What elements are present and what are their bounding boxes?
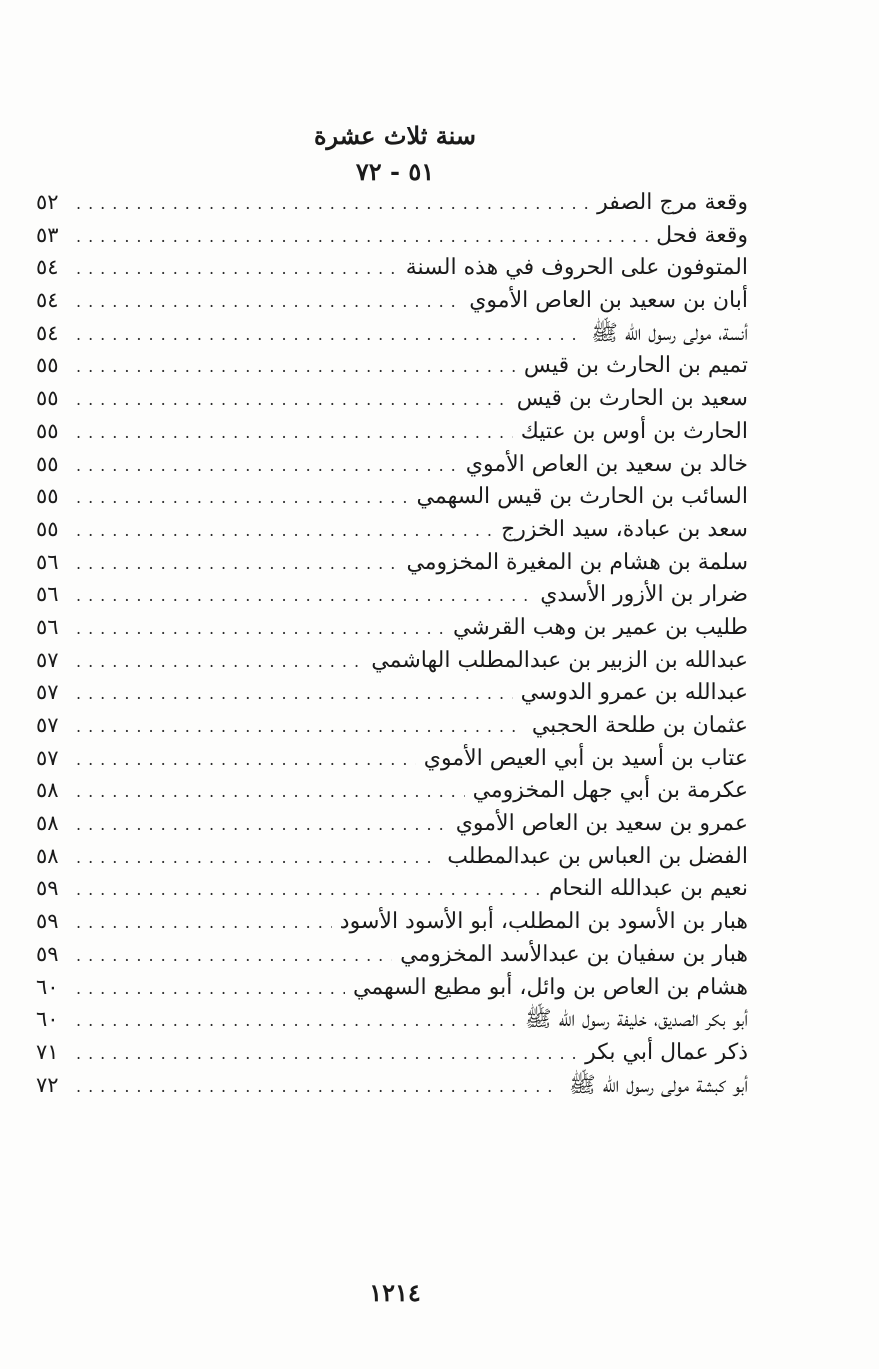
toc-entry-title: أبو بكر الصديق، خليفة رسول الله ﷺ (525, 1007, 748, 1033)
toc-entry (36, 546, 748, 579)
toc-entry-title: الفضل بن العباس بن عبدالمطلب (447, 843, 748, 869)
dot-leader (76, 351, 516, 384)
table-of-contents (36, 186, 748, 1101)
toc-entry-title: وقعة فحل (656, 222, 748, 248)
toc-entry-title: سعيد بن الحارث بن قيس (516, 386, 748, 412)
toc-entry-page: ٥٥ (36, 451, 59, 476)
toc-entry-page: ٥٣ (36, 222, 59, 247)
toc-entry-page: ٥٨ (36, 778, 59, 803)
toc-entry-page: ٧٢ (36, 1072, 59, 1097)
toc-entry-title: نعيم بن عبدالله النحام (548, 876, 748, 902)
dot-leader (76, 907, 332, 940)
toc-entry-page: ٥٦ (36, 614, 59, 639)
toc-entry-page: ٥٧ (36, 680, 59, 705)
toc-entry-page: ٥٦ (36, 582, 59, 607)
dot-leader (76, 319, 583, 352)
toc-entry (36, 251, 748, 284)
toc-entry (36, 905, 748, 938)
toc-entry-page: ٧١ (36, 1039, 59, 1064)
toc-entry-page: ٥٥ (36, 484, 59, 509)
dot-leader (76, 221, 648, 254)
dot-leader (76, 613, 445, 646)
toc-entry (36, 872, 748, 905)
dot-leader (76, 678, 513, 711)
toc-entry-page: ٥٨ (36, 843, 59, 868)
dot-leader (76, 1071, 561, 1104)
dot-leader (76, 809, 448, 842)
toc-entry-title: وقعة مرج الصفر (597, 190, 748, 215)
toc-entry (36, 415, 748, 448)
dot-leader (76, 548, 398, 581)
toc-entry (36, 742, 748, 775)
toc-entry-page: ٥٥ (36, 386, 59, 411)
toc-entry (36, 317, 748, 350)
dot-leader (76, 253, 398, 286)
toc-entry-page: ٥٤ (36, 288, 59, 313)
dot-leader (76, 776, 465, 809)
dot-leader (76, 188, 589, 221)
toc-entry-page: ٥٥ (36, 353, 59, 378)
toc-entry-page: ٥٩ (36, 909, 59, 934)
dot-leader (76, 580, 532, 613)
toc-entry (36, 448, 748, 481)
toc-entry (36, 219, 748, 252)
toc-entry-title: عبدالله بن عمرو الدوسي (520, 680, 748, 706)
toc-entry-page: ٥٤ (36, 255, 59, 280)
toc-entry (36, 349, 748, 382)
toc-entry-title: عبدالله بن الزبير بن عبدالمطلب الهاشمي (371, 647, 748, 673)
toc-entry-title: هبار بن سفيان بن عبدالأسد المخزومي (400, 941, 748, 967)
toc-entry-title: عتاب بن أسيد بن أبي العيص الأموي (423, 745, 748, 771)
toc-entry (36, 284, 748, 317)
toc-entry-title: خالد بن سعيد بن العاص الأموي (465, 451, 748, 477)
toc-entry-title: السائب بن الحارث بن قيس السهمي (416, 484, 748, 510)
toc-entry-title: أبو كبشة مولى رسول الله ﷺ (569, 1072, 748, 1098)
toc-entry (36, 676, 748, 709)
toc-entry-page: ٥٤ (36, 320, 59, 345)
toc-entry (36, 971, 748, 1004)
dot-leader (76, 384, 509, 417)
toc-entry-page: ٥٧ (36, 647, 59, 672)
toc-entry-title: هبار بن الأسود بن المطلب، أبو الأسود الأسود (339, 909, 748, 935)
toc-entry (36, 611, 748, 644)
toc-entry-title: ضرار بن الأزور الأسدي (540, 582, 748, 608)
toc-entry (36, 480, 748, 513)
toc-entry-title: عكرمة بن أبي جهل المخزومي (472, 778, 748, 804)
toc-entry-page: ٥٥ (36, 516, 59, 541)
toc-entry-page: ٥٢ (36, 190, 59, 214)
dot-leader (76, 286, 461, 319)
section-title: سنة ثلاث عشرة (313, 121, 477, 150)
toc-entry-page: ٥٧ (36, 713, 59, 737)
toc-entry (36, 1036, 748, 1069)
dot-leader (76, 482, 409, 515)
toc-entry (36, 186, 748, 219)
toc-entry-page: ٥٥ (36, 418, 59, 443)
toc-entry-title: أبان بن سعيد بن العاص الأموي (469, 288, 748, 314)
toc-entry-title: طليب بن عمير بن وهب القرشي (452, 614, 748, 640)
toc-entry (36, 807, 748, 840)
toc-entry-page: ٥٧ (36, 745, 59, 770)
toc-entry (36, 644, 748, 677)
toc-entry-title: تميم بن الحارث بن قيس (523, 353, 748, 379)
toc-entry (36, 578, 748, 611)
toc-entry-title: المتوفون على الحروف في هذه السنة (405, 255, 748, 281)
dot-leader (76, 646, 363, 679)
toc-entry (36, 513, 748, 546)
toc-entry-page: ٦٠ (36, 974, 59, 999)
toc-entry (36, 774, 748, 807)
dot-leader (76, 973, 345, 1006)
toc-entry-page: ٥٩ (36, 876, 59, 901)
dot-leader (76, 744, 416, 777)
dot-leader (76, 842, 439, 875)
toc-entry (36, 938, 748, 971)
toc-entry (36, 709, 748, 742)
toc-entry-page: ٦٠ (36, 1007, 59, 1032)
dot-leader (76, 450, 458, 483)
dot-leader (76, 940, 392, 973)
dot-leader (76, 1005, 517, 1038)
page-number: ١٢١٤ (369, 1278, 421, 1307)
toc-entry (36, 382, 748, 415)
toc-entry-page: ٥٩ (36, 941, 59, 966)
toc-entry (36, 1003, 748, 1036)
dot-leader (76, 515, 493, 548)
toc-entry (36, 1069, 748, 1102)
dot-leader (76, 874, 541, 907)
toc-entry-page: ٥٨ (36, 811, 59, 836)
toc-entry-page: ٥٦ (36, 549, 59, 574)
dot-leader (76, 417, 513, 450)
toc-entry-title: عمرو بن سعيد بن العاص الأموي (455, 811, 748, 837)
toc-entry (36, 840, 748, 873)
toc-entry-title: ذكر عمال أبي بكر (585, 1039, 748, 1065)
toc-entry-title: عثمان بن طلحة الحجبي (531, 713, 748, 738)
toc-entry-title: الحارث بن أوس بن عتيك (520, 418, 748, 444)
toc-entry-title: سعد بن عبادة، سيد الخزرج (501, 516, 748, 542)
dot-leader (76, 711, 524, 744)
section-page-range: ٥١ - ٧٢ (355, 157, 435, 186)
toc-entry-title: هشام بن العاص بن وائل، أبو مطيع السهمي (352, 974, 748, 1000)
toc-entry-title: سلمة بن هشام بن المغيرة المخزومي (406, 549, 748, 575)
toc-entry-title: أنسة، مولى رسول الله ﷺ (591, 320, 748, 346)
dot-leader (76, 1038, 577, 1071)
